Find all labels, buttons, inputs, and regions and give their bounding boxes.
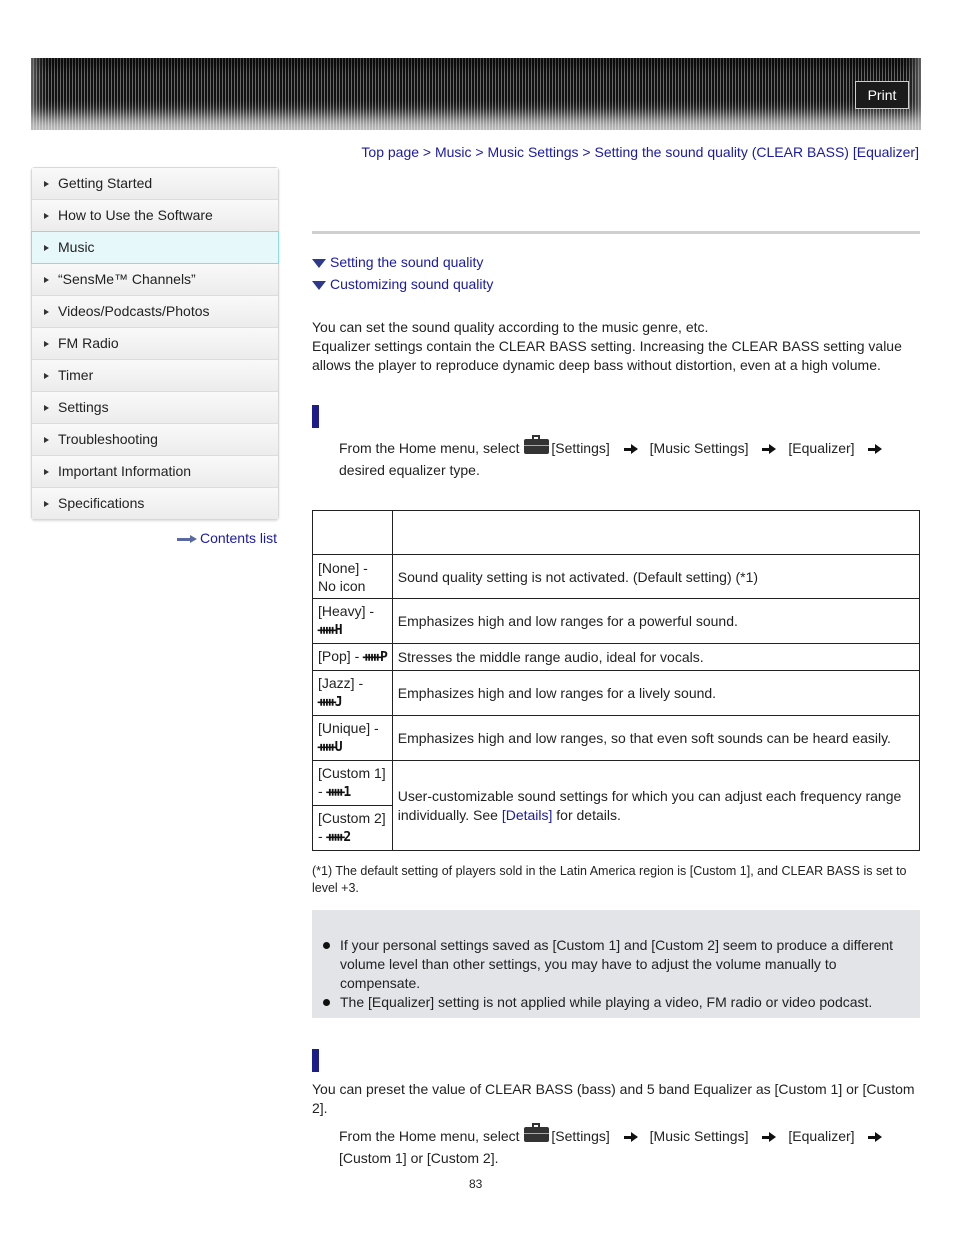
arrow-right-icon	[44, 181, 49, 187]
eq-pop-icon: ᚔP	[363, 650, 387, 665]
step-instructions: From the Home menu, select [Settings] [Music Settings] [Equalizer] desired equalizer type.	[339, 437, 919, 481]
eq-desc-cell: Stresses the middle range audio, ideal for vocals.	[392, 644, 919, 671]
toolbox-icon	[524, 1127, 549, 1142]
table-row	[313, 716, 920, 761]
sidebar-item-troubleshooting[interactable]: Troubleshooting	[32, 424, 278, 456]
sidebar-item-important-info[interactable]: Important Information	[32, 456, 278, 488]
arrow-right-icon	[44, 277, 49, 283]
details-link[interactable]: [Details]	[501, 806, 553, 823]
table-row	[313, 555, 920, 599]
arrow-right-icon	[44, 373, 49, 379]
eq-desc-cell: Sound quality setting is not activated. (Default setting) (*1)	[392, 555, 919, 599]
eq-name-cell: [None] - No icon	[313, 555, 393, 599]
sidebar-item-software[interactable]: How to Use the Software	[32, 200, 278, 232]
arrow-right-icon	[44, 437, 49, 443]
arrow-right-icon	[177, 535, 197, 543]
eq-desc-cell: Emphasizes high and low ranges, so that even soft sounds can be heard easily.	[392, 716, 919, 761]
custom-step-instructions: From the Home menu, select [Settings] [Music Settings] [Equalizer] [Custom 1] or [Custom 2].	[339, 1125, 919, 1169]
arrow-right-icon	[44, 405, 49, 411]
anchor-link-customizing[interactable]: Customizing sound quality	[312, 276, 493, 292]
triangle-down-icon	[312, 281, 326, 290]
eq-jazz-icon: ᚔJ	[318, 695, 342, 710]
eq-custom2-icon: ᚔ2	[326, 830, 351, 845]
arrow-right-icon	[624, 1132, 640, 1142]
sidebar-item-sensme[interactable]: “SensMe™ Channels”	[32, 264, 278, 296]
eq-desc-cell: Emphasizes high and low ranges for a powerful sound.	[392, 599, 919, 644]
list-item: The [Equalizer] setting is not applied while playing a video, FM radio or video podcast.	[322, 993, 912, 1012]
eq-name-cell: [Custom 2] - ᚔ2	[313, 806, 393, 851]
footnote: (*1) The default setting of players sold in the Latin America region is [Custom 1], and CLEAR BASS is set to level +3.	[312, 864, 907, 895]
eq-name-cell: [Heavy] - ᚔH	[313, 599, 393, 644]
arrow-right-icon	[44, 501, 49, 507]
arrow-right-icon	[44, 309, 49, 315]
sidebar-item-settings[interactable]: Settings	[32, 392, 278, 424]
arrow-right-icon	[868, 1132, 884, 1142]
arrow-right-icon	[44, 245, 49, 251]
section-heading-marker	[312, 405, 319, 428]
arrow-right-icon	[762, 1132, 778, 1142]
sidebar-item-timer[interactable]: Timer	[32, 360, 278, 392]
list-item: If your personal settings saved as [Custom 1] and [Custom 2] seem to produce a different volume level than other settings, you may have to adjust the volume manually to compensate.	[322, 936, 912, 993]
custom-section-text: You can preset the value of CLEAR BASS (bass) and 5 band Equalizer as [Custom 1] or [Custom 2].	[312, 1081, 915, 1116]
hint-list	[322, 936, 912, 1012]
eq-name-cell: [Unique] - ᚔU	[313, 716, 393, 761]
intro-text: You can set the sound quality according to the music genre, etc. Equalizer settings contain the CLEAR BASS setting. Increasing the CLEAR BASS setting value allows the player to reproduce dynamic deep bass without distortion, even at a high volume.	[312, 319, 902, 373]
eq-desc-cell: Emphasizes high and low ranges for a lively sound.	[392, 671, 919, 716]
contents-list-link[interactable]: Contents list	[177, 530, 277, 546]
eq-name-cell: [Jazz] - ᚔJ	[313, 671, 393, 716]
sidebar-item-getting-started[interactable]: Getting Started	[32, 168, 278, 200]
sidebar-nav	[31, 167, 279, 520]
arrow-right-icon	[624, 444, 640, 454]
sidebar-item-fm-radio[interactable]: FM Radio	[32, 328, 278, 360]
triangle-down-icon	[312, 259, 326, 268]
print-button[interactable]: Print	[855, 81, 909, 109]
arrow-right-icon	[762, 444, 778, 454]
eq-custom1-icon: ᚔ1	[326, 785, 351, 800]
table-row	[313, 599, 920, 644]
title-divider	[312, 231, 920, 234]
arrow-right-icon	[44, 469, 49, 475]
arrow-right-icon	[868, 444, 884, 454]
arrow-right-icon	[44, 341, 49, 347]
page-number: 83	[469, 1177, 483, 1191]
table-row	[313, 761, 920, 806]
sidebar-item-specifications[interactable]: Specifications	[32, 488, 278, 519]
breadcrumb[interactable]: Top page > Music > Music Settings > Setting the sound quality (CLEAR BASS) [Equalizer]	[361, 144, 919, 160]
table-row	[313, 644, 920, 671]
table-header-row	[313, 511, 920, 555]
arrow-right-icon	[44, 213, 49, 219]
equalizer-table	[312, 510, 920, 851]
sidebar-item-videos[interactable]: Videos/Podcasts/Photos	[32, 296, 278, 328]
hint-box	[312, 910, 920, 1018]
table-row	[313, 671, 920, 716]
eq-heavy-icon: ᚔH	[318, 623, 342, 638]
section-heading-marker	[312, 1049, 319, 1072]
anchor-link-setting[interactable]: Setting the sound quality	[312, 254, 483, 270]
toolbox-icon	[524, 439, 549, 454]
sidebar-item-music[interactable]: Music	[31, 231, 279, 264]
page-header	[31, 58, 921, 130]
eq-desc-cell: User-customizable sound settings for which you can adjust each frequency range individually. See [Details] for details.	[392, 761, 919, 851]
eq-unique-icon: ᚔU	[318, 740, 342, 755]
eq-name-cell: [Pop] - ᚔP	[313, 644, 393, 671]
eq-name-cell: [Custom 1] - ᚔ1	[313, 761, 393, 806]
